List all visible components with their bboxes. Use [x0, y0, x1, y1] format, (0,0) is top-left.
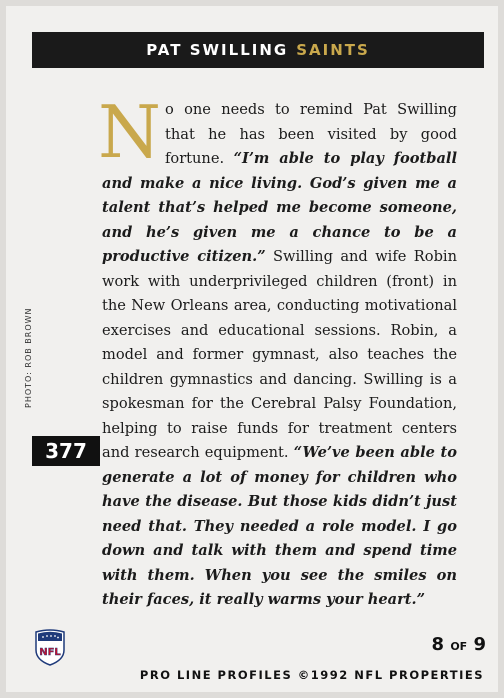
- page-current: 8: [431, 634, 445, 655]
- page-of: OF: [450, 640, 468, 653]
- text-part: o one needs to remind Pat Swilling that he has been visited by good fortune.: [165, 101, 457, 167]
- nfl-logo-text: NFL: [39, 647, 61, 658]
- team-name: SAINTS: [296, 41, 370, 59]
- footer-copyright: PRO LINE PROFILES ©1992 NFL PROPERTIES: [139, 668, 484, 682]
- page-indicator: [406, 634, 486, 655]
- page-total: 9: [473, 634, 486, 655]
- card-number-badge: 377: [32, 436, 100, 466]
- nfl-shield-icon: [34, 628, 66, 666]
- photo-credit: PHOTO: ROB BROWN: [24, 307, 33, 408]
- text-part-2: Swilling and wife Robin work with underprivileged children (front) in the New Orleans area, conducting motivational exercises and educational sessions. Robin, a model and former gymnast, also teaches the children gymnastics and dancing. Swilling is a spokesman for the Cerebral Palsy Foundation, helping to raise funds for treatment centers and research equipment.: [102, 248, 457, 461]
- drop-cap: N: [98, 90, 161, 174]
- quote-1: “I’m able to play football and make a nice living. God’s given me a talent that’s helped me become someone, and he’s given me a chance to be a productive citizen.”: [102, 150, 457, 265]
- player-name: PAT SWILLING: [146, 41, 289, 59]
- quote-2: “We’ve been able to generate a lot of money for children who have the disease. But those kids didn’t just need that. They needed a role model. I go down and talk with them and spend time with them. When you see the smiles on their faces, it really warms your heart.”: [102, 444, 457, 608]
- profile-text: [98, 90, 457, 613]
- header-bar: [32, 32, 484, 68]
